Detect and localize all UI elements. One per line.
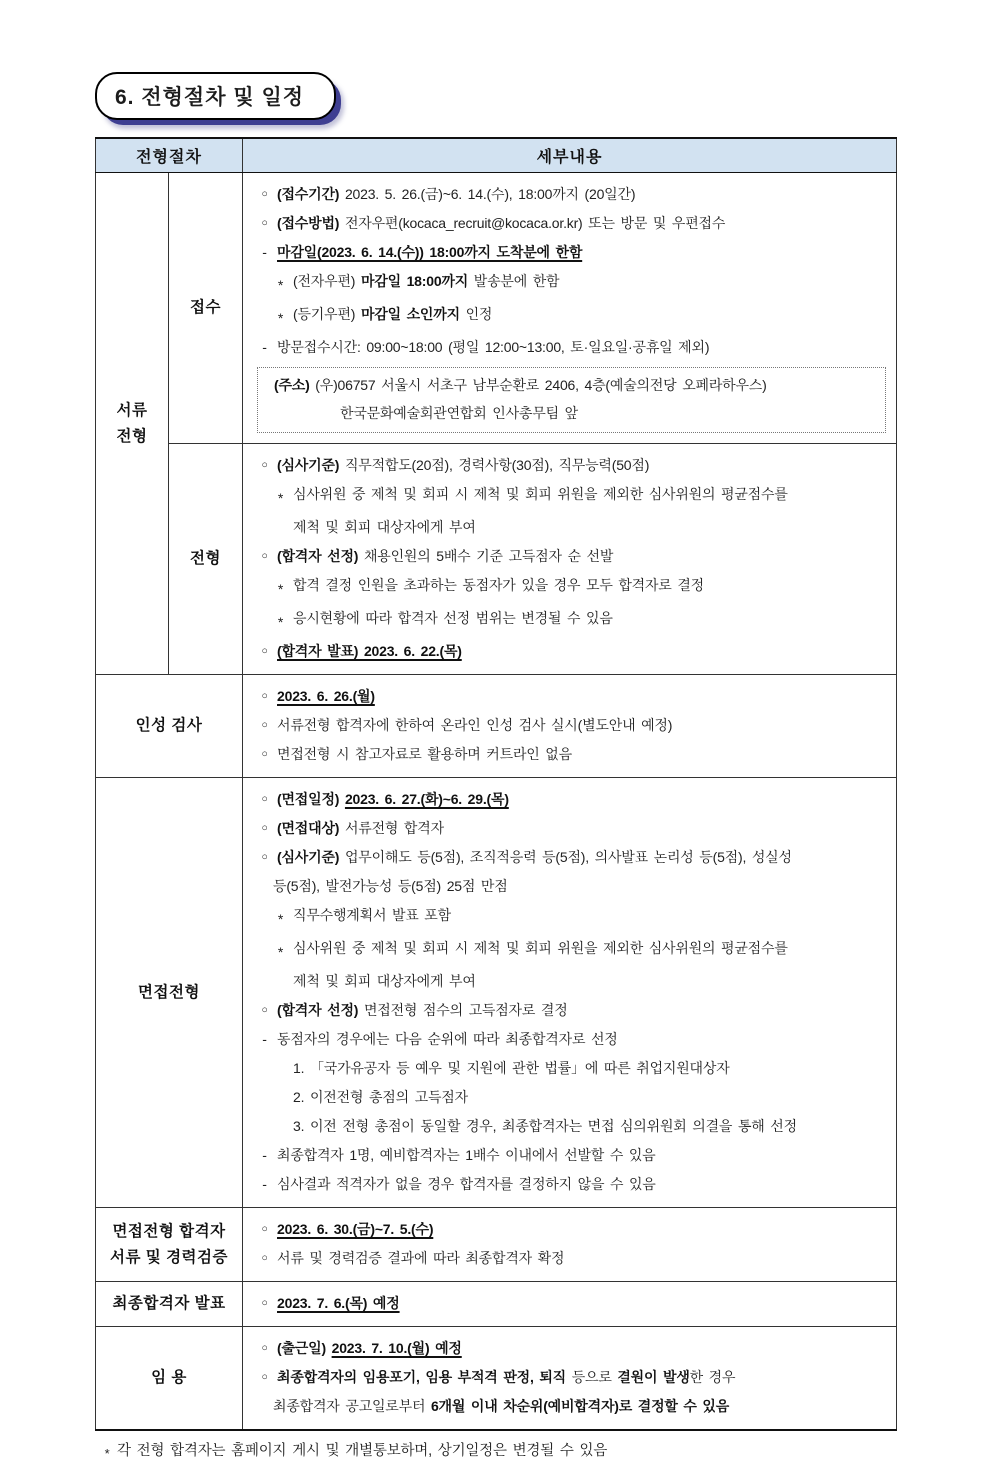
content-line xyxy=(251,814,888,843)
content-line xyxy=(251,740,888,769)
text-segment: (주소) xyxy=(274,377,310,393)
text-segment: 등(5점), 발전가능성 등(5점) 25점 만점 xyxy=(273,878,508,894)
text-segment: 제척 및 회피 대상자에게 부여 xyxy=(293,519,476,535)
text-segment: 2023. 5. 26.(금)~6. 14.(수), 18:00까지 (20일간) xyxy=(339,186,636,202)
table-row xyxy=(96,1208,897,1282)
bullet-marker: ○ xyxy=(261,1004,268,1016)
content-line xyxy=(251,209,888,238)
row-details xyxy=(243,444,897,675)
content-line xyxy=(251,180,888,209)
text-segment: (심사기준) xyxy=(277,849,340,865)
text-segment: 직무수행계획서 발표 포함 xyxy=(293,907,451,923)
text-segment: 2023. 7. 10.(월) 예정 xyxy=(331,1340,462,1356)
bullet-marker: ○ xyxy=(261,1252,268,1264)
text-segment: 2023. 7. 6.(목) 예정 xyxy=(277,1295,400,1311)
content-line xyxy=(251,901,888,934)
content-line xyxy=(251,238,888,267)
text-segment: 한국문화예술회관연합회 인사총무팀 앞 xyxy=(340,405,578,421)
content-line xyxy=(251,300,888,333)
text-segment: (심사기준) xyxy=(277,457,340,473)
row-sublabel: 접수 xyxy=(169,173,243,444)
content-line xyxy=(251,1141,888,1170)
content-line xyxy=(251,451,888,480)
bullet-marker: ○ xyxy=(261,188,268,200)
text-segment: 합격 결정 인원을 초과하는 동점자가 있을 경우 모두 합격자로 결정 xyxy=(293,577,704,593)
footnote-marker: * xyxy=(104,1446,110,1461)
text-segment: 6개월 이내 차순위(예비합격자)로 결정할 수 있음 xyxy=(430,1398,730,1414)
text-segment: 면접전형 시 참고자료로 활용하며 커트라인 없음 xyxy=(277,746,572,762)
text-segment: 서류전형 합격자에 한하여 온라인 인성 검사 실시(별도안내 예정) xyxy=(277,717,673,733)
text-segment: 마감일 소인까지 xyxy=(360,306,460,322)
column-header-details: 세부내용 xyxy=(243,138,897,173)
text-segment: (전자우편) xyxy=(293,273,361,289)
content-line xyxy=(251,711,888,740)
row-label: 면접전형 xyxy=(96,778,243,1208)
text-segment: 2023. 6. 26.(월) xyxy=(277,688,375,704)
row-details xyxy=(243,1282,897,1327)
bullet-marker: ○ xyxy=(261,459,268,471)
row-details xyxy=(243,1327,897,1431)
row-details xyxy=(243,173,897,444)
text-segment: 결원이 발생 xyxy=(617,1369,690,1385)
row-details xyxy=(243,675,897,778)
bullet-marker: - xyxy=(262,1031,267,1047)
section-title xyxy=(95,72,336,120)
content-line xyxy=(251,480,888,513)
text-segment: (우)06757 서울시 서초구 남부순환로 2406, 4층(예술의전당 오페라하우스) xyxy=(309,377,767,393)
content-line xyxy=(251,1334,888,1363)
text-segment: (면접대상) xyxy=(277,820,340,836)
column-header-procedure: 전형절차 xyxy=(96,138,243,173)
row-label: 면접전형 합격자 서류 및 경력검증 xyxy=(96,1208,243,1282)
bullet-marker: * xyxy=(277,581,284,597)
bullet-marker: - xyxy=(262,339,267,355)
table-row xyxy=(96,1282,897,1327)
text-segment: 심사위원 중 제척 및 회피 시 제척 및 회피 위원을 제외한 심사위원의 평균점수를 xyxy=(293,486,788,502)
text-segment: 2023. 6. 30.(금)~7. 5.(수) xyxy=(277,1221,434,1237)
bullet-marker: ○ xyxy=(261,719,268,731)
text-segment: 업무이해도 등(5점), 조직적응력 등(5점), 의사발표 논리성 등(5점), 성실성 xyxy=(339,849,792,865)
row-details xyxy=(243,1208,897,1282)
bullet-marker: ○ xyxy=(261,851,268,863)
text-segment: 2023. 6. 27.(화)~6. 29.(목) xyxy=(344,791,509,807)
bullet-marker: * xyxy=(277,614,284,630)
content-line xyxy=(251,996,888,1025)
text-segment: (접수방법) xyxy=(277,215,340,231)
content-line xyxy=(251,267,888,300)
content-line xyxy=(251,682,888,711)
bullet-marker: ○ xyxy=(261,1371,268,1383)
text-segment: 직무적합도(20점), 경력사항(30점), 직무능력(50점) xyxy=(339,457,650,473)
row-sublabel: 전형 xyxy=(169,444,243,675)
bullet-marker: ○ xyxy=(261,645,268,657)
content-line xyxy=(251,542,888,571)
bullet-marker: * xyxy=(277,944,284,960)
text-segment: (면접일정) xyxy=(277,791,345,807)
bullet-marker: ○ xyxy=(261,1342,268,1354)
text-segment: 한 경우 xyxy=(689,1369,736,1385)
schedule-table xyxy=(95,137,897,1431)
text-segment: 방문접수시간: 09:00~18:00 (평일 12:00~13:00, 토·일요일·공휴일 제외) xyxy=(277,339,710,355)
text-segment: 전자우편(kocaca_recruit@kocaca.or.kr) 또는 방문 및 우편접수 xyxy=(339,215,726,231)
bullet-marker: * xyxy=(277,277,284,293)
text-segment: 마감일(2023. 6. 14.(수)) 18:00까지 도착분에 한함 xyxy=(277,244,583,260)
content-line xyxy=(251,1083,888,1112)
content-line xyxy=(251,1170,888,1199)
text-segment: (합격자 발표) 2023. 6. 22.(목) xyxy=(277,643,462,659)
text-segment: 심사위원 중 제척 및 회피 시 제척 및 회피 위원을 제외한 심사위원의 평균점수를 xyxy=(293,940,788,956)
content-line xyxy=(251,604,888,637)
bullet-marker: ○ xyxy=(261,690,268,702)
content-line xyxy=(251,967,888,996)
content-line xyxy=(251,1054,888,1083)
content-line xyxy=(251,571,888,604)
row-label: 인성 검사 xyxy=(96,675,243,778)
row-label: 최종합격자 발표 xyxy=(96,1282,243,1327)
content-line xyxy=(268,399,875,427)
content-line xyxy=(251,1215,888,1244)
table-row xyxy=(96,1327,897,1431)
table-row xyxy=(96,173,897,444)
text-segment: 발송분에 한함 xyxy=(468,273,560,289)
footnote-text: 각 전형 합격자는 홈페이지 게시 및 개별통보하며, 상기일정은 변경될 수 있음 xyxy=(117,1443,608,1459)
row-label: 임 용 xyxy=(96,1327,243,1431)
content-line xyxy=(251,513,888,542)
text-segment: (등기우편) xyxy=(293,306,361,322)
text-segment: (합격자 선정) xyxy=(277,1002,359,1018)
content-line xyxy=(251,1112,888,1141)
text-segment: (출근일) xyxy=(277,1340,332,1356)
table-row xyxy=(96,444,897,675)
content-line xyxy=(251,1289,888,1318)
content-line xyxy=(251,785,888,814)
text-segment: 마감일 18:00까지 xyxy=(360,273,469,289)
text-segment: 최종합격자의 임용포기, 임용 부적격 판정, 퇴직 xyxy=(277,1369,566,1385)
bullet-marker: ○ xyxy=(261,1297,268,1309)
bullet-marker: ○ xyxy=(261,1223,268,1235)
bullet-marker: - xyxy=(262,1147,267,1163)
footnote xyxy=(95,1439,903,1461)
bullet-marker: ○ xyxy=(261,217,268,229)
table-row xyxy=(96,675,897,778)
content-line xyxy=(251,333,888,362)
row-details xyxy=(243,778,897,1208)
text-segment: 3. 이전 전형 총점이 동일할 경우, 최종합격자는 면접 심의위원회 의결을 통해 선정 xyxy=(293,1118,797,1134)
content-line xyxy=(251,1244,888,1273)
section-title-text: 6. 전형절차 및 일정 xyxy=(115,86,305,109)
text-segment: (접수기간) xyxy=(277,186,340,202)
text-segment: 등으로 xyxy=(566,1369,618,1385)
text-segment: 서류전형 합격자 xyxy=(339,820,444,836)
text-segment: 인정 xyxy=(459,306,493,322)
bullet-marker: ○ xyxy=(261,822,268,834)
content-line xyxy=(251,637,888,666)
text-segment: 2. 이전전형 총점의 고득점자 xyxy=(293,1089,468,1105)
bullet-marker: * xyxy=(277,310,284,326)
content-line xyxy=(251,1363,888,1392)
text-segment: 서류 및 경력검증 결과에 따라 최종합격자 확정 xyxy=(277,1250,565,1266)
text-segment: 1. 「국가유공자 등 예우 및 지원에 관한 법률」에 따른 취업지원대상자 xyxy=(293,1060,730,1076)
content-line xyxy=(251,1392,888,1421)
table-header-row xyxy=(96,138,897,173)
content-line xyxy=(251,1025,888,1054)
text-segment: (합격자 선정) xyxy=(277,548,359,564)
content-line xyxy=(251,934,888,967)
bullet-marker: * xyxy=(277,911,284,927)
bullet-marker: ○ xyxy=(261,550,268,562)
table-row xyxy=(96,778,897,1208)
text-segment: 동점자의 경우에는 다음 순위에 따라 최종합격자로 선정 xyxy=(277,1031,618,1047)
text-segment: 면접전형 점수의 고득점자로 결정 xyxy=(358,1002,568,1018)
content-line xyxy=(251,843,888,872)
text-segment: 최종합격자 1명, 예비합격자는 1배수 이내에서 선발할 수 있음 xyxy=(277,1147,656,1163)
bullet-marker: ○ xyxy=(261,748,268,760)
content-line xyxy=(268,371,875,399)
address-box xyxy=(257,367,886,433)
bullet-marker: * xyxy=(277,490,284,506)
text-segment: 응시현황에 따라 합격자 선정 범위는 변경될 수 있음 xyxy=(293,610,613,626)
bullet-marker: - xyxy=(262,244,267,260)
text-segment: 최종합격자 공고일로부터 xyxy=(273,1398,431,1414)
text-segment: 제척 및 회피 대상자에게 부여 xyxy=(293,973,476,989)
bullet-marker: ○ xyxy=(261,793,268,805)
bullet-marker: - xyxy=(262,1176,267,1192)
content-line xyxy=(251,872,888,901)
text-segment: 채용인원의 5배수 기준 고득점자 순 선발 xyxy=(358,548,614,564)
text-segment: 심사결과 적격자가 없을 경우 합격자를 결정하지 않을 수 있음 xyxy=(277,1176,656,1192)
row-label-group: 서류 전형 xyxy=(96,173,169,675)
